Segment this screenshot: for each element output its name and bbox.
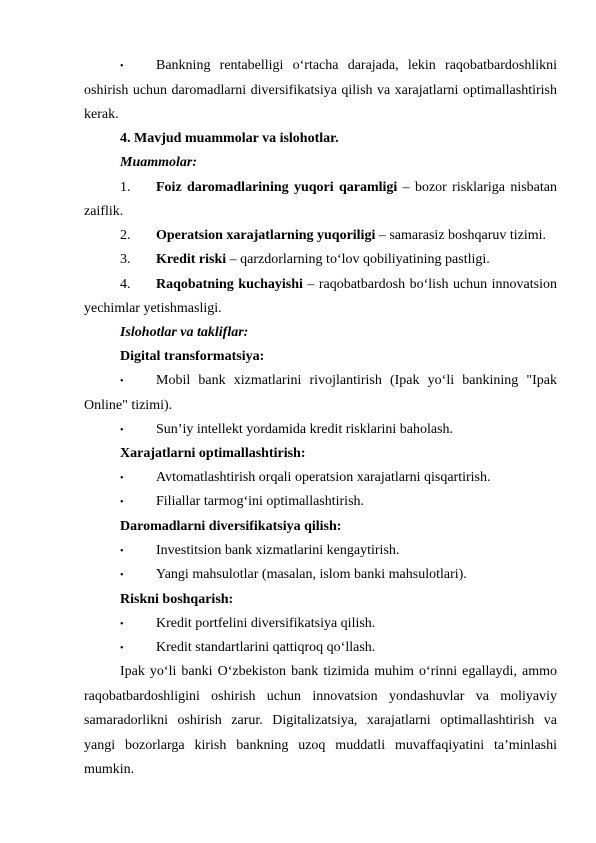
subheading-reforms: Islohotlar va takliflar: — [120, 325, 249, 340]
list-item: Sun’iy intellekt yordamida kredit risklarini baholash. — [156, 422, 454, 437]
bullet-marker: • — [120, 473, 124, 484]
bullet-marker: • — [120, 546, 124, 557]
conclusion-line: raqobatbardoshligini oshirish uchun innovatsion yondashuvlar va moliyaviy — [84, 689, 557, 704]
list-item-text: – bozor risklariga nisbatan — [397, 180, 558, 195]
list-item-text: – raqobatbardosh bo‘lish uchun innovatsion — [302, 277, 557, 292]
subheading-problems: Muammolar: — [120, 155, 198, 170]
list-item-text: – samarasiz boshqaruv tizimi. — [375, 228, 547, 243]
list-item-bold: Foiz daromadlarining yuqori qaramligi — [156, 180, 398, 195]
paragraph-line: oshirish uchun daromadlarni diversifikatsiya qilish va xarajatlarni optimallashtirish — [84, 83, 557, 98]
list-number: 2. — [120, 228, 131, 243]
list-item: Kredit standartlarini qattiqroq qo‘llash. — [156, 640, 376, 655]
list-number: 1. — [120, 180, 131, 195]
bullet-marker: • — [120, 619, 124, 630]
list-item — [156, 227, 546, 244]
paragraph-line: Bankning rentabelligi o‘rtacha darajada, lekin raqobatbardoshlikni — [156, 58, 557, 73]
list-item: Mobil bank xizmatlarini rivojlantirish (Ipak yo‘li bankining "Ipak — [156, 373, 557, 388]
conclusion-line: Ipak yo‘li banki O‘zbekiston bank tizimida muhim o‘rinni egallaydi, ammo — [120, 664, 557, 679]
list-item — [156, 251, 490, 268]
list-item: Filiallar tarmog‘ini optimallashtirish. — [156, 494, 365, 509]
list-item: Yangi mahsulotlar (masalan, islom banki mahsulotlari). — [156, 567, 467, 582]
bullet-marker: • — [120, 643, 124, 654]
group-heading-digital: Digital transformatsiya: — [120, 349, 265, 364]
group-heading-risk: Riskni boshqarish: — [120, 592, 234, 607]
list-item-continuation: Online" tizimi). — [84, 398, 173, 413]
conclusion-line: samaradorlikni oshirish zarur. Digitalizatsiya, xarajatlarni optimallashtirish va — [84, 713, 557, 728]
list-number: 4. — [120, 277, 131, 292]
list-item-continuation: yechimlar yetishmasligi. — [84, 301, 222, 316]
list-item-bold: Kredit riski — [156, 252, 227, 267]
group-heading-income: Daromadlarni diversifikatsiya qilish: — [120, 519, 342, 534]
bullet-marker: • — [120, 61, 124, 72]
conclusion-line: yangi bozorlarga kirish bankning uzoq muddatli muvaffaqiyatini ta’minlashi — [84, 738, 557, 753]
list-item: Kredit portfelini diversifikatsiya qilish. — [156, 616, 376, 631]
list-number: 3. — [120, 252, 131, 267]
bullet-marker: • — [120, 570, 124, 581]
list-item: Avtomatlashtirish orqali operatsion xarajatlarni qisqartirish. — [156, 470, 491, 485]
list-item — [156, 276, 557, 293]
paragraph-line: kerak. — [84, 107, 119, 122]
list-item-continuation: zaiflik. — [84, 204, 124, 219]
bullet-marker: • — [120, 497, 124, 508]
bullet-marker: • — [120, 425, 124, 436]
list-item: Investitsion bank xizmatlarini kengaytirish. — [156, 543, 400, 558]
group-heading-costs: Xarajatlarni optimallashtirish: — [120, 446, 306, 461]
list-item — [156, 179, 557, 196]
list-item-text: – qarzdorlarning to‘lov qobiliyatining pastligi. — [226, 252, 490, 267]
list-item-bold: Raqobatning kuchayishi — [156, 277, 303, 292]
list-item-bold: Operatsion xarajatlarning yuqoriligi — [156, 228, 376, 243]
section-heading: 4. Mavjud muammolar va islohotlar. — [120, 131, 339, 146]
conclusion-line: mumkin. — [84, 762, 135, 777]
bullet-marker: • — [120, 376, 124, 387]
